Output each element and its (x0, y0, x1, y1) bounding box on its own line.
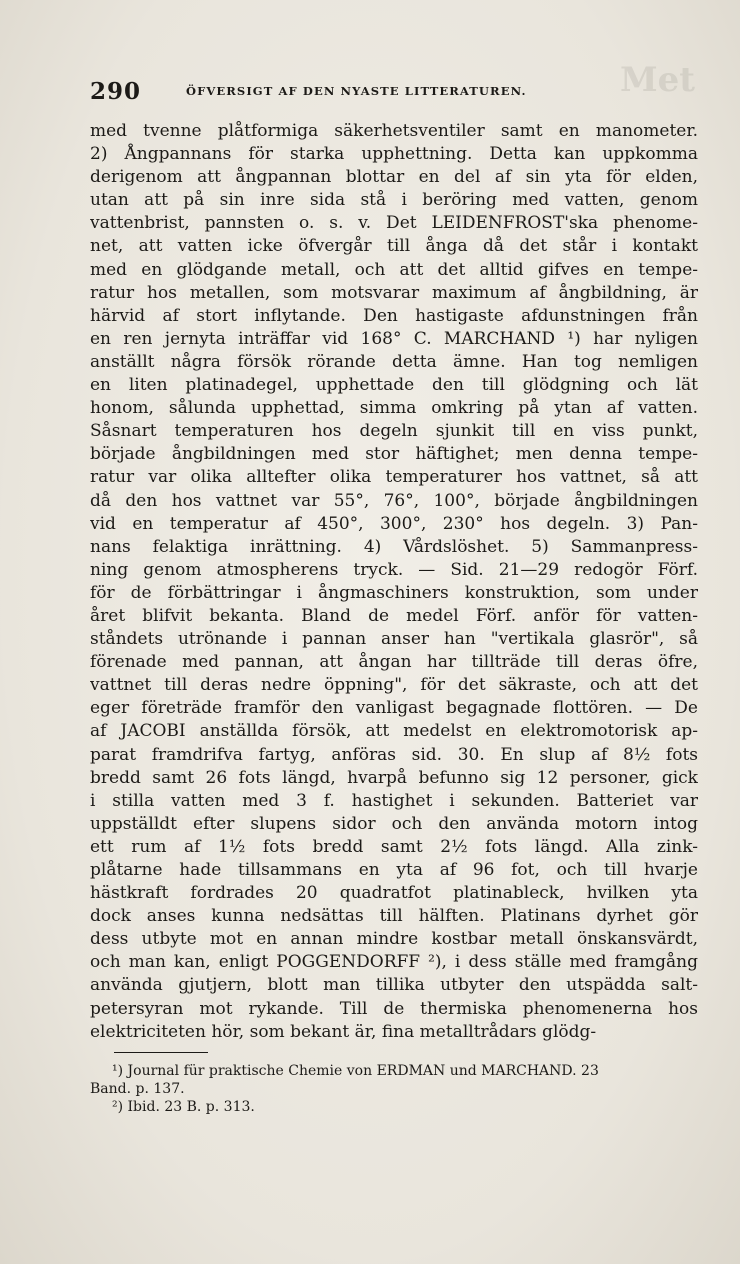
text-line: nans felaktiga inrättning. 4) Vårdslöshet. 5) Sammanpress- (90, 536, 698, 557)
text-line: då den hos vattnet var 55°, 76°, 100°, började ångbildningen (90, 490, 698, 511)
text-line: af JACOBI anställda försök, att medelst en elektromotorisk ap- (90, 721, 698, 742)
text-line: plåtarne hade tillsammans en yta af 96 fot, och till hvarje (90, 860, 698, 880)
text-line: med tvenne plåtformiga säkerhetsventiler samt en manometer. (90, 121, 698, 141)
footnote-rule (114, 1052, 208, 1053)
text-line: bredd samt 26 fots längd, hvarpå befunno sig 12 personer, gick (90, 767, 698, 788)
footnote-1: ¹) Journal für praktische Chemie von ERDMAN und MARCHAND. 23 (112, 1063, 599, 1079)
bleed-through-text: Met (620, 60, 695, 100)
text-line: petersyran mot rykande. Till de thermiska phenomenerna hos (90, 998, 698, 1019)
text-line: vattenbrist, pannsten o. s. v. Det LEIDENFROST'ska phenome- (90, 213, 698, 234)
text-line: eger företräde framför den vanligast begagnade flottören. — De (90, 698, 698, 719)
text-line: hästkraft fordrades 20 quadratfot platinableck, hvilken yta (90, 883, 698, 904)
text-line: honom, sålunda upphettad, simma omkring på ytan af vatten. (90, 398, 698, 419)
text-line: 2) Ångpannans för starka upphettning. Detta kan uppkomma (90, 144, 698, 165)
text-line: derigenom att ångpannan blottar en del af sin yta för elden, (90, 167, 698, 188)
body-text (90, 120, 698, 1044)
text-line: anställt några försök rörande detta ämne. Han tog nemligen (90, 351, 698, 372)
text-line: förenade med pannan, att ångan har tillträde till deras öfre, (90, 652, 698, 673)
text-line: ratur var olika alltefter olika temperaturer hos vattnet, så att (90, 467, 698, 488)
page-number: 290 (90, 78, 142, 105)
text-line: vattnet till deras nedre öppning", för det säkraste, och att det (90, 675, 698, 696)
text-line: parat framdrifva fartyg, anföras sid. 30. En slup af 8½ fots (90, 744, 698, 765)
text-line: en liten platinadegel, upphettade den till glödgning och lät (90, 375, 698, 396)
footnote-1-continuation: Band. p. 137. (90, 1081, 185, 1097)
text-line: dock anses kunna nedsättas till hälften. Platinans dyrhet gör (90, 906, 698, 927)
footnotes (90, 1062, 698, 1116)
text-line: härvid af stort inflytande. Den hastigaste afdunstningen från (90, 305, 698, 326)
text-line: en ren jernyta inträffar vid 168° C. MARCHAND ¹) har nyligen (90, 328, 698, 349)
text-line: dess utbyte mot en annan mindre kostbar metall önskansvärdt, (90, 929, 698, 950)
footnote-2: ²) Ibid. 23 B. p. 313. (112, 1099, 255, 1115)
text-line: med en glödgande metall, och att det alltid gifves en tempe- (90, 259, 698, 280)
text-line: ståndets utrönande i pannan anser han "vertikala glasrör", så (90, 629, 698, 650)
text-line: i stilla vatten med 3 f. hastighet i sekunden. Batteriet var (90, 790, 698, 811)
page-header (90, 78, 698, 108)
text-line: för de förbättringar i ångmaschiners konstruktion, som under (90, 582, 698, 603)
text-line: utan att på sin inre sida stå i beröring med vatten, genom (90, 190, 698, 211)
text-line: ett rum af 1½ fots bredd samt 2½ fots längd. Alla zink- (90, 836, 698, 857)
text-line: Såsnart temperaturen hos degeln sjunkit till en viss punkt, (90, 421, 698, 442)
text-line: och man kan, enligt POGGENDORFF ²), i dess ställe med framgång (90, 952, 698, 973)
text-line: elektriciteten hör, som bekant är, fina metalltrådars glödg- (90, 1021, 597, 1042)
text-line: började ångbildningen med stor häftighet; men denna tempe- (90, 444, 698, 465)
text-line: ning genom atmospherens tryck. — Sid. 21—29 redogör Förf. (90, 559, 698, 580)
text-line: året blifvit bekanta. Bland de medel Förf. anför för vatten- (90, 605, 698, 626)
text-line: ratur hos metallen, som motsvarar maximum af ångbildning, är (90, 282, 698, 303)
text-line: vid en temperatur af 450°, 300°, 230° hos degeln. 3) Pan- (90, 513, 698, 534)
running-head: ÖFVERSIGT AF DEN NYASTE LITTERATUREN. (186, 84, 527, 98)
text-line: uppställdt efter slupens sidor och den använda motorn intog (90, 813, 698, 834)
text-line: net, att vatten icke öfvergår till ånga då det står i kontakt (90, 236, 698, 257)
text-line: använda gjutjern, blott man tillika utbyter den utspädda salt- (90, 975, 698, 996)
